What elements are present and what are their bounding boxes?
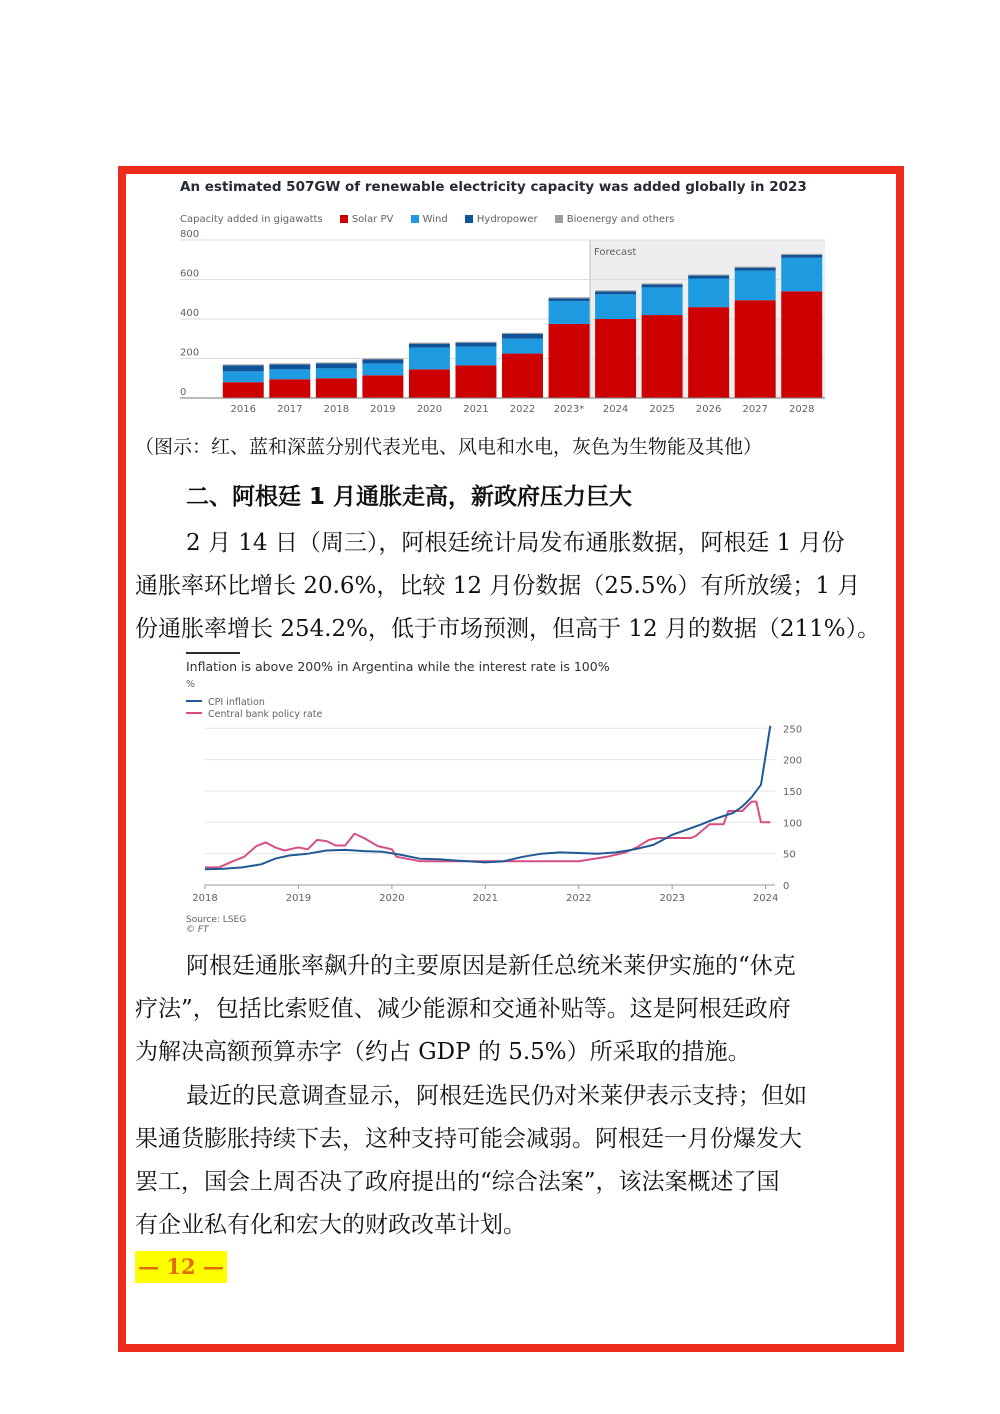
x-tick-label: 2024 [602,404,629,415]
x-tick-label: 2018 [192,893,218,904]
legend-label-hydro: Hydropower [476,214,538,225]
bar-segment [455,343,496,347]
chart1-legend [180,214,840,225]
legend-item-bio [555,214,675,225]
bar-segment [316,363,357,368]
bar-segment [642,315,683,398]
chart2-source [186,915,246,935]
bar-segment [549,298,590,301]
bar-segment [688,279,729,308]
y-tick-label: 0 [783,881,790,892]
paragraph-shock-therapy [135,945,875,1074]
y-tick-label: 400 [180,308,200,319]
legend-label-bio: Bioenergy and others [566,214,675,225]
legend-label-cpi: CPI inflation [208,697,265,708]
paragraph-line: 通胀率环比增长 20.6%，比较 12 月份数据（25.5%）有所放缓；1 月 [135,573,861,599]
paragraph-line: 为解决高额预算赤字（约占 GDP 的 5.5%）所采取的措施。 [135,1039,751,1065]
chart2-top-rule [186,652,240,654]
x-tick-label: 2022 [566,893,592,904]
x-tick-label: 2020 [379,893,405,904]
x-tick-label: 2024 [752,893,779,904]
y-tick-label: 600 [180,268,200,280]
paragraph-line: 最近的民意调查显示，阿根廷选民仍对米莱伊表示支持；但如 [186,1083,807,1109]
bar-segment [781,254,822,255]
paragraph-line: 阿根廷通胀率飙升的主要原因是新任总统米莱伊实施的“休克 [186,953,796,979]
cpi-inflation-line [205,726,770,870]
bar-segment [223,365,264,371]
bar-segment [362,359,403,360]
forecast-label: Forecast [594,247,637,258]
paragraph-line: 果通货膨胀持续下去，这种支持可能会减弱。阿根廷一月份爆发大 [135,1126,802,1152]
chart2-unit-label: % [186,679,196,690]
bar-segment [269,363,310,364]
legend-item-cpi [186,697,322,709]
legend-swatch-solar [340,215,348,223]
x-tick-label: 2026 [695,404,722,415]
legend-item-wind [411,214,448,225]
x-tick-label: 2019 [285,893,312,904]
x-tick-label: 2018 [323,404,350,415]
bar-segment [781,255,822,258]
y-tick-label: 100 [783,818,803,830]
legend-swatch-hydro [465,215,473,223]
chart1-subtitle: Capacity added in gigawatts [180,214,323,225]
bar-segment [409,369,450,398]
y-tick-label: 800 [180,230,200,240]
y-tick-label: 50 [783,849,796,861]
bar-segment [362,359,403,363]
x-tick-label: 2022 [509,404,536,415]
y-tick-label: 200 [783,755,803,767]
bar-segment [223,371,264,382]
x-tick-label: 2020 [416,404,443,415]
policy-rate-line [205,802,770,868]
paragraph-line: 疗法”，包括比索贬值、减少能源和交通补贴等。这是阿根廷政府 [135,996,791,1022]
bar-segment [502,333,543,334]
legend-swatch-bio [555,215,563,223]
bar-segment [642,283,683,284]
x-tick-label: 2023* [553,404,585,415]
bar-segment [316,362,357,363]
paragraph-line: 有企业私有化和宏大的财政改革计划。 [135,1212,526,1238]
x-tick-label: 2027 [742,404,768,415]
legend-label-policy-rate: Central bank policy rate [208,709,323,720]
bar-segment [642,287,683,315]
bar-segment [502,334,543,339]
bar-segment [455,365,496,398]
bar-segment [316,368,357,378]
credit-text: © FT [186,925,209,935]
paragraph-line: 罢工，国会上周否决了政府提出的“综合法案”，该法案概述了国 [135,1169,780,1195]
bar-segment [781,291,822,398]
bar-segment [549,297,590,298]
bar-segment [595,290,636,291]
section-heading: 二、阿根廷 1 月通胀走高，新政府压力巨大 [186,484,633,510]
legend-label-solar: Solar PV [351,214,394,225]
bar-segment [735,271,776,301]
x-tick-label: 2017 [277,404,303,415]
y-tick-label: 250 [783,724,803,736]
paragraph-line: 份通胀率增长 254.2%，低于市场预测，但高于 12 月的数据（211%）。 [135,616,881,642]
legend-item-solar [340,214,394,225]
bar-segment [223,382,264,398]
chart1-caption: （图示：红、蓝和深蓝分别代表光电、风电和水电，灰色为生物能及其他） [135,436,763,458]
legend-swatch-wind [411,215,419,223]
x-tick-label: 2028 [789,404,815,415]
bar-segment [735,268,776,271]
bar-segment [362,363,403,375]
chart1-title: An estimated 507GW of renewable electricity capacity was added globally in 2023 [180,179,807,195]
bar-segment [409,343,450,344]
bar-segment [688,276,729,279]
bar-segment [269,364,310,369]
bar-segment [223,364,264,365]
bar-segment [781,258,822,292]
bar-segment [735,300,776,398]
bar-segment [455,347,496,366]
bar-segment [688,275,729,276]
bar-segment [642,284,683,287]
paragraph-polls [135,1075,875,1247]
bar-segment [269,379,310,398]
y-tick-label: 150 [783,786,803,798]
paragraph-line: 2 月 14 日（周三），阿根廷统计局发布通胀数据，阿根廷 1 月份 [186,530,845,556]
y-tick-label: 200 [180,347,200,359]
bar-segment [549,301,590,324]
x-tick-label: 2025 [649,404,675,415]
chart2-title: Inflation is above 200% in Argentina while the interest rate is 100% [186,659,610,674]
bar-segment [316,378,357,398]
x-tick-label: 2016 [230,404,256,415]
bar-segment [549,324,590,398]
bar-segment [688,307,729,398]
page-number: — 12 — [135,1251,227,1283]
bar-segment [409,348,450,370]
x-tick-label: 2019 [370,404,396,415]
bar-segment [455,342,496,343]
bar-segment [595,319,636,398]
legend-line-cpi [186,700,202,702]
x-tick-label: 2021 [472,893,499,904]
bar-segment [362,375,403,398]
argentina-inflation-chart [180,712,810,908]
bar-segment [502,339,543,354]
x-tick-label: 2021 [463,404,489,415]
y-tick-label: 0 [180,387,187,398]
legend-item-hydro [465,214,538,225]
bar-segment [409,344,450,348]
x-tick-label: 2023 [659,893,685,904]
bar-segment [502,354,543,398]
legend-label-wind: Wind [422,214,448,225]
renewable-capacity-chart [170,230,830,416]
paragraph-inflation-data [135,522,881,651]
bar-segment [735,267,776,268]
bar-segment [595,291,636,294]
source-text: Source: LSEG [186,915,247,925]
bar-segment [595,294,636,319]
bar-segment [269,369,310,379]
